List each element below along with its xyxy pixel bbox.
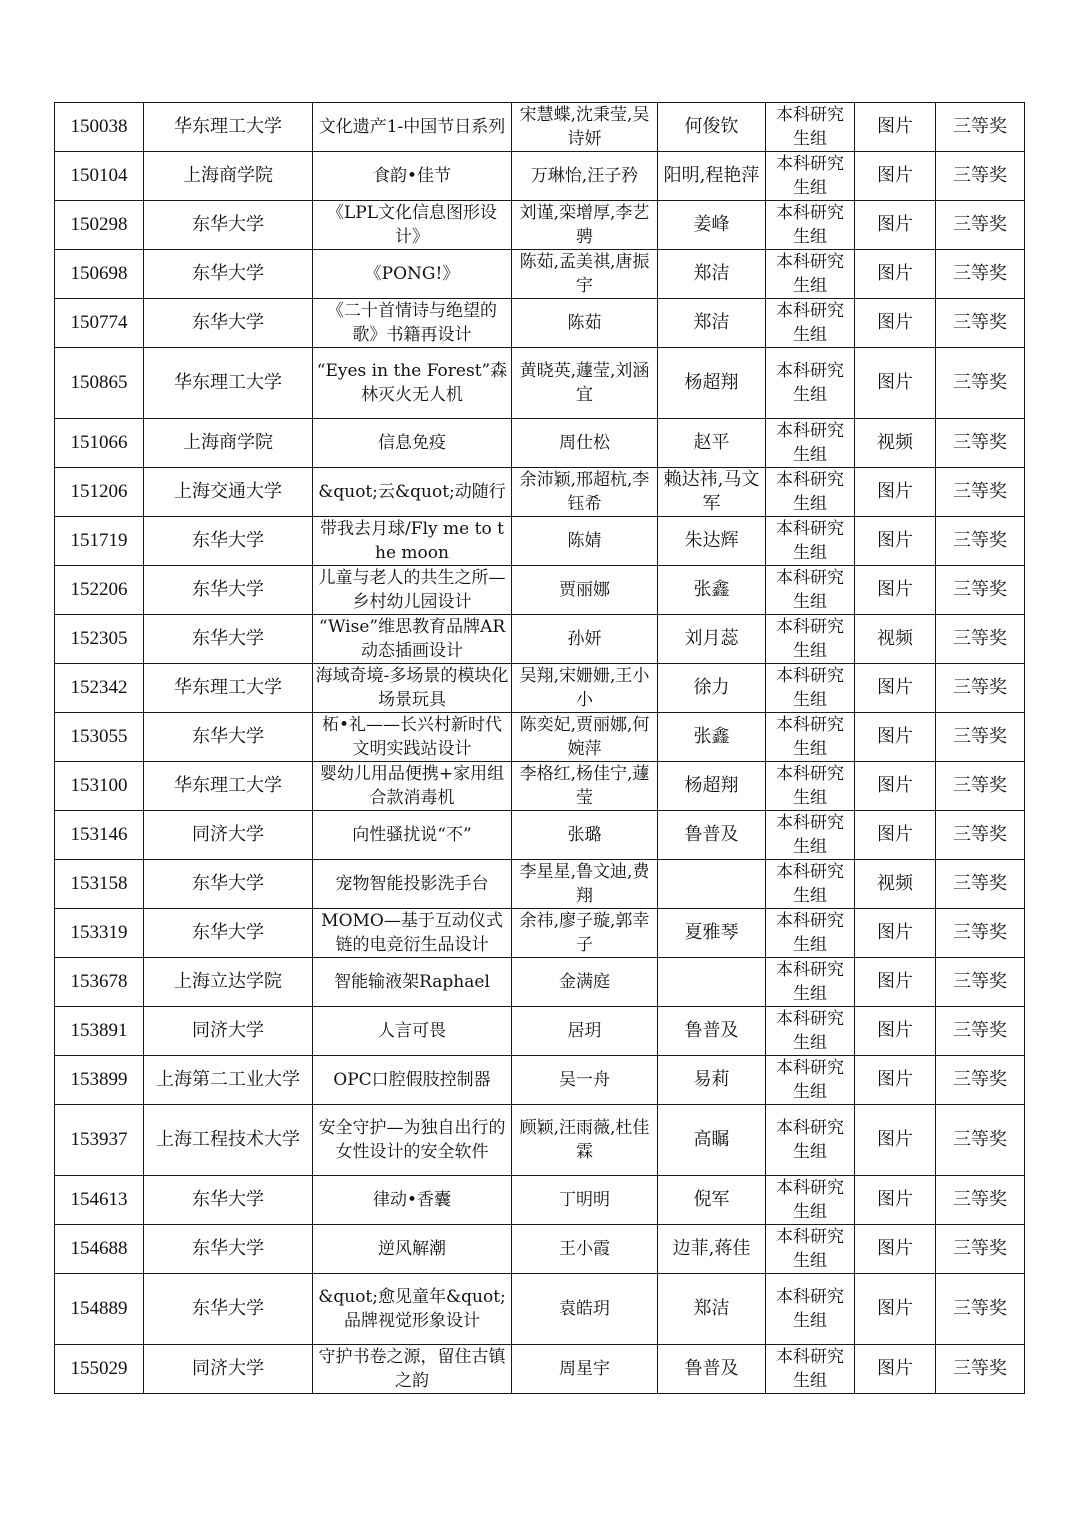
category-cell: 图片 [855, 299, 936, 348]
students-cell: 王小霞 [512, 1225, 658, 1274]
category-cell: 图片 [855, 1176, 936, 1225]
school-cell: 华东理工大学 [144, 762, 313, 811]
table-row [55, 517, 1025, 566]
school-cell: 东华大学 [144, 909, 313, 958]
students-cell: 陈茹,孟美祺,唐振宇 [512, 250, 658, 299]
group-cell: 本科研究生组 [766, 762, 855, 811]
award-cell: 三等奖 [936, 1105, 1025, 1176]
awards-table-body [55, 103, 1025, 1394]
students-cell: 吴翔,宋姗姗,王小小 [512, 664, 658, 713]
award-cell: 三等奖 [936, 152, 1025, 201]
awards-table [54, 102, 1025, 1394]
work-title-cell: OPC口腔假肢控制器 [313, 1056, 512, 1105]
students-cell: 李格红,杨佳宁,蘧莹 [512, 762, 658, 811]
work-title-cell: 海域奇境-多场景的模块化场景玩具 [313, 664, 512, 713]
award-cell: 三等奖 [936, 250, 1025, 299]
school-cell: 东华大学 [144, 201, 313, 250]
entry-id-cell: 154613 [55, 1176, 144, 1225]
work-title-cell: 文化遗产1-中国节日系列 [313, 103, 512, 152]
entry-id-cell: 153937 [55, 1105, 144, 1176]
students-cell: 金满庭 [512, 958, 658, 1007]
entry-id-cell: 153678 [55, 958, 144, 1007]
group-cell: 本科研究生组 [766, 664, 855, 713]
students-cell: 张璐 [512, 811, 658, 860]
school-cell: 华东理工大学 [144, 348, 313, 419]
work-title-cell: MOMO—基于互动仪式链的电竞衍生品设计 [313, 909, 512, 958]
students-cell: 陈婧 [512, 517, 658, 566]
award-cell: 三等奖 [936, 419, 1025, 468]
group-cell: 本科研究生组 [766, 1105, 855, 1176]
table-row [55, 664, 1025, 713]
advisor-cell: 何俊钦 [658, 103, 766, 152]
category-cell: 视频 [855, 419, 936, 468]
table-row [55, 103, 1025, 152]
students-cell: 刘谨,栾增厚,李艺骋 [512, 201, 658, 250]
school-cell: 华东理工大学 [144, 103, 313, 152]
entry-id-cell: 150298 [55, 201, 144, 250]
advisor-cell: 阳明,程艳萍 [658, 152, 766, 201]
award-cell: 三等奖 [936, 811, 1025, 860]
award-cell: 三等奖 [936, 1007, 1025, 1056]
group-cell: 本科研究生组 [766, 811, 855, 860]
advisor-cell: 姜峰 [658, 201, 766, 250]
work-title-cell: 婴幼儿用品便携+家用组合款消毒机 [313, 762, 512, 811]
work-title-cell: 律动•香囊 [313, 1176, 512, 1225]
category-cell: 图片 [855, 762, 936, 811]
group-cell: 本科研究生组 [766, 201, 855, 250]
table-row [55, 1345, 1025, 1394]
table-row [55, 1225, 1025, 1274]
school-cell: 东华大学 [144, 250, 313, 299]
students-cell: 周仕松 [512, 419, 658, 468]
school-cell: 上海立达学院 [144, 958, 313, 1007]
students-cell: 余沛颖,邢超杭,李钰希 [512, 468, 658, 517]
school-cell: 东华大学 [144, 1274, 313, 1345]
entry-id-cell: 151066 [55, 419, 144, 468]
table-row [55, 1056, 1025, 1105]
work-title-cell: &quot;愈见童年&quot;品牌视觉形象设计 [313, 1274, 512, 1345]
entry-id-cell: 153100 [55, 762, 144, 811]
advisor-cell: 高瞩 [658, 1105, 766, 1176]
entry-id-cell: 153055 [55, 713, 144, 762]
entry-id-cell: 154889 [55, 1274, 144, 1345]
category-cell: 图片 [855, 1105, 936, 1176]
school-cell: 东华大学 [144, 566, 313, 615]
work-title-cell: 人言可畏 [313, 1007, 512, 1056]
students-cell: 李星星,鲁文迪,费翔 [512, 860, 658, 909]
category-cell: 图片 [855, 1007, 936, 1056]
school-cell: 华东理工大学 [144, 664, 313, 713]
school-cell: 同济大学 [144, 1007, 313, 1056]
advisor-cell [658, 860, 766, 909]
category-cell: 图片 [855, 811, 936, 860]
entry-id-cell: 155029 [55, 1345, 144, 1394]
group-cell: 本科研究生组 [766, 615, 855, 664]
award-cell: 三等奖 [936, 201, 1025, 250]
students-cell: 黄晓英,蘧莹,刘涵宜 [512, 348, 658, 419]
group-cell: 本科研究生组 [766, 713, 855, 762]
advisor-cell: 赖达祎,马文军 [658, 468, 766, 517]
advisor-cell: 夏雅琴 [658, 909, 766, 958]
table-row [55, 811, 1025, 860]
group-cell: 本科研究生组 [766, 152, 855, 201]
table-row [55, 348, 1025, 419]
students-cell: 万琳怡,汪子矜 [512, 152, 658, 201]
students-cell: 宋慧蝶,沈秉莹,吴诗妍 [512, 103, 658, 152]
work-title-cell: 宠物智能投影洗手台 [313, 860, 512, 909]
students-cell: 丁明明 [512, 1176, 658, 1225]
advisor-cell: 杨超翔 [658, 348, 766, 419]
school-cell: 东华大学 [144, 1225, 313, 1274]
advisor-cell [658, 958, 766, 1007]
school-cell: 东华大学 [144, 517, 313, 566]
school-cell: 东华大学 [144, 713, 313, 762]
award-cell: 三等奖 [936, 762, 1025, 811]
group-cell: 本科研究生组 [766, 1345, 855, 1394]
award-cell: 三等奖 [936, 1176, 1025, 1225]
entry-id-cell: 153146 [55, 811, 144, 860]
entry-id-cell: 151206 [55, 468, 144, 517]
table-row [55, 1274, 1025, 1345]
table-row [55, 152, 1025, 201]
advisor-cell: 郑洁 [658, 250, 766, 299]
entry-id-cell: 152342 [55, 664, 144, 713]
entry-id-cell: 152206 [55, 566, 144, 615]
students-cell: 孙妍 [512, 615, 658, 664]
award-cell: 三等奖 [936, 713, 1025, 762]
students-cell: 吴一舟 [512, 1056, 658, 1105]
category-cell: 图片 [855, 517, 936, 566]
group-cell: 本科研究生组 [766, 299, 855, 348]
table-row [55, 958, 1025, 1007]
category-cell: 图片 [855, 664, 936, 713]
table-row [55, 1007, 1025, 1056]
group-cell: 本科研究生组 [766, 517, 855, 566]
category-cell: 图片 [855, 103, 936, 152]
award-cell: 三等奖 [936, 299, 1025, 348]
entry-id-cell: 153319 [55, 909, 144, 958]
work-title-cell: 安全守护—为独自出行的女性设计的安全软件 [313, 1105, 512, 1176]
group-cell: 本科研究生组 [766, 1176, 855, 1225]
students-cell: 陈奕妃,贾丽娜,何婉萍 [512, 713, 658, 762]
group-cell: 本科研究生组 [766, 1274, 855, 1345]
entry-id-cell: 150038 [55, 103, 144, 152]
table-row [55, 615, 1025, 664]
advisor-cell: 张鑫 [658, 713, 766, 762]
award-cell: 三等奖 [936, 566, 1025, 615]
students-cell: 周星宇 [512, 1345, 658, 1394]
school-cell: 东华大学 [144, 299, 313, 348]
work-title-cell: “Eyes in the Forest”森林灭火无人机 [313, 348, 512, 419]
work-title-cell: 带我去月球/Fly me to the moon [313, 517, 512, 566]
award-cell: 三等奖 [936, 615, 1025, 664]
advisor-cell: 杨超翔 [658, 762, 766, 811]
advisor-cell: 郑洁 [658, 299, 766, 348]
table-row [55, 762, 1025, 811]
advisor-cell: 易莉 [658, 1056, 766, 1105]
advisor-cell: 鲁普及 [658, 1345, 766, 1394]
work-title-cell: 《二十首情诗与绝望的歌》书籍再设计 [313, 299, 512, 348]
entry-id-cell: 151719 [55, 517, 144, 566]
students-cell: 顾颖,汪雨薇,杜佳霖 [512, 1105, 658, 1176]
group-cell: 本科研究生组 [766, 250, 855, 299]
school-cell: 东华大学 [144, 1176, 313, 1225]
category-cell: 图片 [855, 348, 936, 419]
category-cell: 图片 [855, 152, 936, 201]
table-row [55, 468, 1025, 517]
entry-id-cell: 153158 [55, 860, 144, 909]
school-cell: 东华大学 [144, 860, 313, 909]
category-cell: 图片 [855, 201, 936, 250]
advisor-cell: 倪军 [658, 1176, 766, 1225]
work-title-cell: 《PONG!》 [313, 250, 512, 299]
school-cell: 上海工程技术大学 [144, 1105, 313, 1176]
award-cell: 三等奖 [936, 1225, 1025, 1274]
entry-id-cell: 153891 [55, 1007, 144, 1056]
table-row [55, 419, 1025, 468]
group-cell: 本科研究生组 [766, 468, 855, 517]
category-cell: 图片 [855, 1274, 936, 1345]
group-cell: 本科研究生组 [766, 566, 855, 615]
advisor-cell: 边菲,蒋佳 [658, 1225, 766, 1274]
award-cell: 三等奖 [936, 1345, 1025, 1394]
work-title-cell: 儿童与老人的共生之所—乡村幼儿园设计 [313, 566, 512, 615]
work-title-cell: 食韵•佳节 [313, 152, 512, 201]
group-cell: 本科研究生组 [766, 909, 855, 958]
advisor-cell: 朱达辉 [658, 517, 766, 566]
school-cell: 同济大学 [144, 811, 313, 860]
table-row [55, 566, 1025, 615]
entry-id-cell: 150774 [55, 299, 144, 348]
award-cell: 三等奖 [936, 517, 1025, 566]
group-cell: 本科研究生组 [766, 1056, 855, 1105]
advisor-cell: 张鑫 [658, 566, 766, 615]
students-cell: 贾丽娜 [512, 566, 658, 615]
category-cell: 图片 [855, 958, 936, 1007]
advisor-cell: 郑洁 [658, 1274, 766, 1345]
category-cell: 图片 [855, 1345, 936, 1394]
school-cell: 上海商学院 [144, 152, 313, 201]
entry-id-cell: 150698 [55, 250, 144, 299]
award-cell: 三等奖 [936, 1274, 1025, 1345]
category-cell: 图片 [855, 713, 936, 762]
school-cell: 同济大学 [144, 1345, 313, 1394]
award-cell: 三等奖 [936, 664, 1025, 713]
award-cell: 三等奖 [936, 348, 1025, 419]
award-cell: 三等奖 [936, 958, 1025, 1007]
advisor-cell: 鲁普及 [658, 1007, 766, 1056]
work-title-cell: “Wise”维思教育品牌AR动态插画设计 [313, 615, 512, 664]
advisor-cell: 赵平 [658, 419, 766, 468]
work-title-cell: 守护书卷之源，留住古镇之韵 [313, 1345, 512, 1394]
award-cell: 三等奖 [936, 468, 1025, 517]
award-cell: 三等奖 [936, 103, 1025, 152]
table-row [55, 299, 1025, 348]
entry-id-cell: 150865 [55, 348, 144, 419]
school-cell: 上海交通大学 [144, 468, 313, 517]
advisor-cell: 刘月蕊 [658, 615, 766, 664]
group-cell: 本科研究生组 [766, 860, 855, 909]
table-row [55, 250, 1025, 299]
advisor-cell: 徐力 [658, 664, 766, 713]
category-cell: 视频 [855, 860, 936, 909]
work-title-cell: 《LPL文化信息图形设计》 [313, 201, 512, 250]
work-title-cell: 信息免疫 [313, 419, 512, 468]
group-cell: 本科研究生组 [766, 103, 855, 152]
table-row [55, 1105, 1025, 1176]
school-cell: 上海第二工业大学 [144, 1056, 313, 1105]
category-cell: 图片 [855, 250, 936, 299]
group-cell: 本科研究生组 [766, 348, 855, 419]
work-title-cell: &quot;云&quot;动随行 [313, 468, 512, 517]
students-cell: 居玥 [512, 1007, 658, 1056]
entry-id-cell: 153899 [55, 1056, 144, 1105]
group-cell: 本科研究生组 [766, 1225, 855, 1274]
category-cell: 图片 [855, 1225, 936, 1274]
entry-id-cell: 150104 [55, 152, 144, 201]
table-row [55, 1176, 1025, 1225]
entry-id-cell: 152305 [55, 615, 144, 664]
table-row [55, 860, 1025, 909]
work-title-cell: 智能输液架Raphael [313, 958, 512, 1007]
category-cell: 图片 [855, 1056, 936, 1105]
work-title-cell: 向性骚扰说“不” [313, 811, 512, 860]
category-cell: 视频 [855, 615, 936, 664]
entry-id-cell: 154688 [55, 1225, 144, 1274]
work-title-cell: 柘•礼——长兴村新时代文明实践站设计 [313, 713, 512, 762]
award-cell: 三等奖 [936, 909, 1025, 958]
table-row [55, 909, 1025, 958]
work-title-cell: 逆风解潮 [313, 1225, 512, 1274]
students-cell: 余祎,廖子璇,郭幸子 [512, 909, 658, 958]
table-row [55, 713, 1025, 762]
award-cell: 三等奖 [936, 860, 1025, 909]
award-cell: 三等奖 [936, 1056, 1025, 1105]
group-cell: 本科研究生组 [766, 958, 855, 1007]
category-cell: 图片 [855, 566, 936, 615]
advisor-cell: 鲁普及 [658, 811, 766, 860]
students-cell: 袁皓玥 [512, 1274, 658, 1345]
school-cell: 东华大学 [144, 615, 313, 664]
students-cell: 陈茹 [512, 299, 658, 348]
school-cell: 上海商学院 [144, 419, 313, 468]
category-cell: 图片 [855, 468, 936, 517]
group-cell: 本科研究生组 [766, 419, 855, 468]
group-cell: 本科研究生组 [766, 1007, 855, 1056]
table-row [55, 201, 1025, 250]
category-cell: 图片 [855, 909, 936, 958]
